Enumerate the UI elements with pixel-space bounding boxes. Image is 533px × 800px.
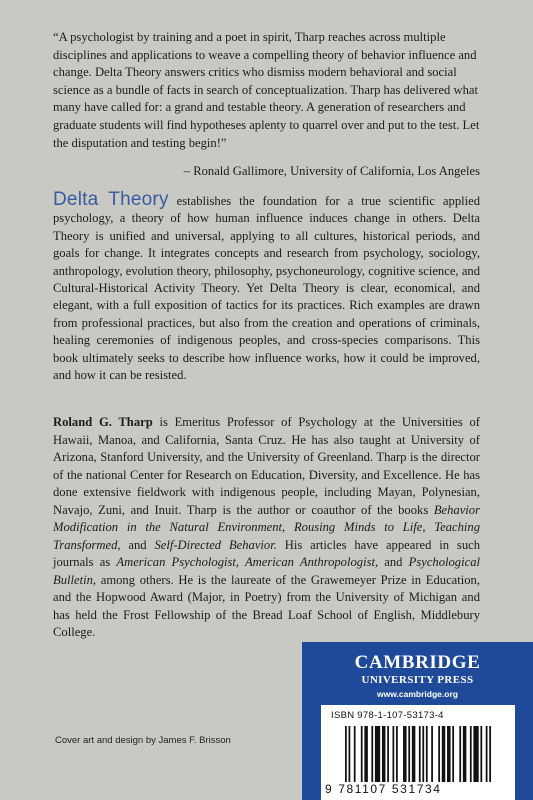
barcode-bar [349,726,351,782]
barcode-bar [361,726,363,782]
bio-journals-2: Psychological Bulletin, [53,555,480,587]
bio-journals-1: American Psychologist, American Anthropologist, [116,555,379,569]
description-body: establishes the foundation for a true scientific applied psychology, a theory of how human influence induces change in others. Delta Theory is unified and universal, applying to all cultures, historical periods, and goals for change. It integrates concepts and research from psychology, sociology, anthropology, evolution theory, philosophy, psychoneurology, cognitive science, and Cultural-Historical Activity Theory. Yet Delta Theory is clear, economical, and elegant, with a full exposition of tactics for its practices. Rich examples are drawn from professional practices, but also from the creation and operations of criminals, healing ceremonies of indigenous peoples, and cross-species comparisons. This book ultimately seeks to describe how influence works, how it could be improved, and how it can be resisted. [53,194,481,383]
barcode-bar [412,726,416,782]
bio-and-1: and [120,537,155,552]
barcode-bar [387,726,389,782]
barcode-bar [486,726,488,782]
author-name: Roland G. Tharp [53,415,153,429]
bio-books-2: Self-Directed Behavior. [154,537,277,552]
cover-credit: Cover art and design by James F. Brisson [55,735,231,746]
barcode-bar [364,726,368,782]
barcode-icon [343,726,493,782]
barcode-bar [442,726,446,782]
bio-text-3: among others. He is the laureate of the Grawemeyer Prize in Education, and the Hopwood Award (Major, in Poetry) from the University of Michigan and has held the Frost Fellowship of the Bread Loaf School of English, Middlebury College. [53,572,480,639]
endorsement-attribution: – Ronald Gallimore, University of California, Los Angeles [183,164,480,178]
endorsement-quote: “A psychologist by training and a poet in spirit, Tharp reaches across multiple disciplines and applications to weave a compelling theory of behavior influence and change. Delta Theory answers critics who dismiss modern behavioral and social science as a bundle of facts in search of conceptualization. Tharp has delivered what many have called for: a grand and testable theory. A generation of researchers and graduate students will find hypotheses aplenty to quarrel over and put to the test. Let the disputation and testing begin!” [53,30,480,150]
author-bio [53,414,480,642]
barcode-bar [422,726,424,782]
publisher-box [302,642,533,800]
barcode-bar [452,726,454,782]
barcode-bar [354,726,356,782]
barcode-bar [473,726,478,782]
barcode-bar [396,726,398,782]
book-title: Delta Theory [53,189,169,210]
barcode-bar [470,726,472,782]
barcode-bar [403,726,407,782]
barcode-digits: 9 781107 531734 [325,782,442,796]
barcode-bar [408,726,410,782]
barcode-bar [371,726,373,782]
barcode-bar [419,726,421,782]
publisher-logo: CAMBRIDGE [354,652,481,673]
barcode-bar [463,726,467,782]
barcode-bar [459,726,461,782]
publisher-press: UNIVERSITY PRESS [361,674,474,686]
barcode-bar [426,726,428,782]
barcode-bar [480,726,482,782]
bio-text-2: His articles have appeared in such journals as [53,537,481,569]
bio-and-2: and [378,555,409,569]
bio-text-1: is Emeritus Professor of Psychology at the Universities of Hawaii, Manoa, and California, Santa Cruz. He has also taught at University of Arizona, Stanford University, and the University of Greenland. Tharp is the director of the national Center for Research on Education, Diversity, and Excellence. He has done extensive fieldwork with indigenous people, including Mayan, Polynesian, Navajo, Zuni, and Inuit. Tharp is the author or coauthor of the books [53,415,480,517]
barcode-bar [392,726,394,782]
barcode-bar [382,726,386,782]
publisher-url: www.cambridge.org [377,689,458,699]
barcode-bar [431,726,433,782]
barcode-bar [375,726,380,782]
bio-books-1: Behavior Modification in the Natural Environment, Rousing Minds to Life, Teaching Transformed, [53,502,480,552]
barcode-bar [489,726,491,782]
barcode-bar [345,726,347,782]
barcode-panel [321,705,515,800]
isbn: ISBN 978-1-107-53173-4 [331,710,444,721]
barcode-bar [438,726,440,782]
book-description [53,191,480,384]
barcode-bar [447,726,451,782]
